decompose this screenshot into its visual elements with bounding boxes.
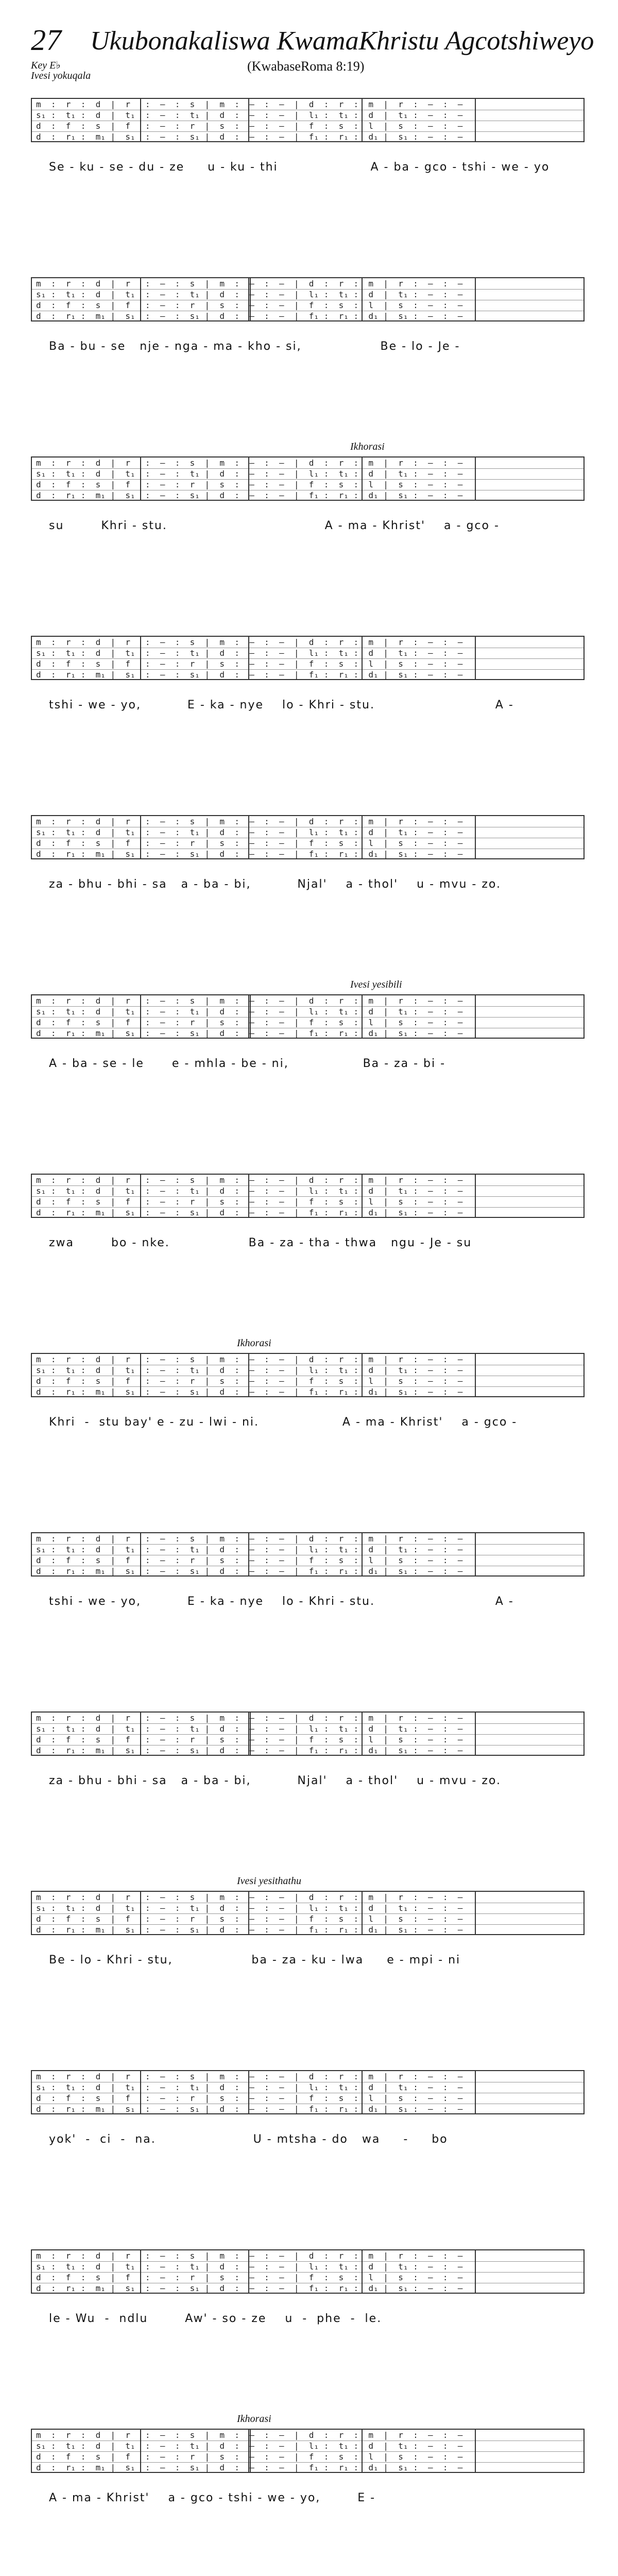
staff [31, 815, 585, 859]
tonic-solfa-row: s₁ : t₁ : d | t₁ : — : t₁ | d : — : — | l₁ : t₁ : d | t₁ : — : — [36, 1007, 463, 1016]
tonic-solfa-row: m : r : d | r : — : s | m : — : — | d : r : m | r : — : — [36, 279, 463, 289]
tonic-solfa-row: d : f : s | f : — : r | s : — : — | f : s : l | s : — : — [36, 301, 463, 310]
lyrics-line: A - ba - se - le e - mhla - be - ni, Ba - za - bi - [49, 1057, 446, 1070]
lyrics-line: tshi - we - yo, E - ka - nye lo - Khri - stu. A - [49, 699, 514, 711]
part-divider [32, 2261, 583, 2262]
tonic-solfa-row: s₁ : t₁ : d | t₁ : — : t₁ | d : — : — | l₁ : t₁ : d | t₁ : — : — [36, 828, 463, 837]
tonic-solfa-row: m : r : d | r : — : s | m : — : — | d : r : m | r : — : — [36, 1534, 463, 1544]
lyrics-line: Be - lo - Khri - stu, ba - za - ku - lwa e - mpi - ni [49, 1954, 461, 1967]
tonic-solfa-row: s₁ : t₁ : d | t₁ : — : t₁ | d : — : — | l₁ : t₁ : d | t₁ : — : — [36, 1724, 463, 1734]
section-label: Ivesi yesithathu [237, 1875, 301, 1887]
tonic-solfa-row: s₁ : t₁ : d | t₁ : — : t₁ | d : — : — | l₁ : t₁ : d | t₁ : — : — [36, 1904, 463, 1913]
part-divider [32, 1196, 583, 1197]
tonic-solfa-row: d : r₁ : m₁ | s₁ : — : s₁ | d : — : — | f₁ : r₁ : d₁ | s₁ : — : — [36, 491, 463, 500]
tonic-solfa-row: m : r : d | r : — : s | m : — : — | d : r : m | r : — : — [36, 817, 463, 826]
tonic-solfa-row: m : r : d | r : — : s | m : — : — | d : r : m | r : — : — [36, 1355, 463, 1364]
tonic-solfa-row: s₁ : t₁ : d | t₁ : — : t₁ | d : — : — | l₁ : t₁ : d | t₁ : — : — [36, 290, 463, 299]
section-label: Ikhorasi [350, 441, 385, 452]
part-divider [32, 1924, 583, 1925]
tonic-solfa-row: s₁ : t₁ : d | t₁ : — : t₁ | d : — : — | l₁ : t₁ : d | t₁ : — : — [36, 2083, 463, 2092]
lyrics-line: za - bhu - bhi - sa a - ba - bi, Njal' a - thol' u - mvu - zo. [49, 1774, 501, 1787]
tonic-solfa-row: d : f : s | f : — : r | s : — : — | f : s : l | s : — : — [36, 1735, 463, 1744]
tonic-solfa-row: d : f : s | f : — : r | s : — : — | f : s : l | s : — : — [36, 1914, 463, 1924]
music-system [31, 815, 585, 891]
tonic-solfa-row: d : f : s | f : — : r | s : — : — | f : s : l | s : — : — [36, 1197, 463, 1207]
part-divider [32, 2272, 583, 2273]
tonic-solfa-row: d : r₁ : m₁ | s₁ : — : s₁ | d : — : — | f₁ : r₁ : d₁ | s₁ : — : — [36, 2463, 463, 2472]
part-divider [32, 1017, 583, 1018]
section-label: Ikhorasi [237, 1337, 271, 1349]
lyrics-line: tshi - we - yo, E - ka - nye lo - Khri - stu. A - [49, 1595, 514, 1608]
music-system [31, 2413, 585, 2504]
tonic-solfa-row: s₁ : t₁ : d | t₁ : — : t₁ | d : — : — | l₁ : t₁ : d | t₁ : — : — [36, 2442, 463, 2451]
music-system [31, 1875, 585, 1967]
part-divider [32, 1913, 583, 1914]
tonic-solfa-row: m : r : d | r : — : s | m : — : — | d : r : m | r : — : — [36, 1893, 463, 1902]
music-system [31, 1174, 585, 1249]
tonic-solfa-row: d : f : s | f : — : r | s : — : — | f : s : l | s : — : — [36, 122, 463, 131]
music-system [31, 1532, 585, 1608]
tonic-solfa-row: d : r₁ : m₁ | s₁ : — : s₁ | d : — : — | f₁ : r₁ : d₁ | s₁ : — : — [36, 312, 463, 321]
staff [31, 98, 585, 142]
part-divider [32, 2451, 583, 2452]
tonic-solfa-row: d : r₁ : m₁ | s₁ : — : s₁ | d : — : — | f₁ : r₁ : d₁ | s₁ : — : — [36, 1387, 463, 1397]
part-divider [32, 131, 583, 132]
tonic-solfa-row: m : r : d | r : — : s | m : — : — | d : r : m | r : — : — [36, 996, 463, 1006]
lyrics-line: Ba - bu - se nje - nga - ma - kho - si, Be - lo - Je - [49, 340, 460, 353]
part-divider [32, 468, 583, 469]
staff [31, 456, 585, 501]
tonic-solfa-row: d : r₁ : m₁ | s₁ : — : s₁ | d : — : — | f₁ : r₁ : d₁ | s₁ : — : — [36, 1029, 463, 1038]
hymn-number: 27 [31, 23, 62, 57]
music-system [31, 1711, 585, 1787]
tonic-solfa-row: m : r : d | r : — : s | m : — : — | d : r : m | r : — : — [36, 1714, 463, 1723]
tonic-solfa-row: d : r₁ : m₁ | s₁ : — : s₁ | d : — : — | f₁ : r₁ : d₁ | s₁ : — : — [36, 850, 463, 859]
staff [31, 1353, 585, 1397]
tonic-solfa-row: d : f : s | f : — : r | s : — : — | f : s : l | s : — : — [36, 2452, 463, 2462]
verse-label: Ivesi yokuqala [31, 70, 91, 81]
part-divider [32, 1185, 583, 1186]
key-signature: Key E♭ [31, 60, 61, 71]
tonic-solfa-row: m : r : d | r : — : s | m : — : — | d : r : m | r : — : — [36, 2251, 463, 2261]
part-divider [32, 1386, 583, 1387]
section-label: Ikhorasi [237, 2413, 271, 2425]
lyrics-line: Khri - stu bay' e - zu - lwi - ni. A - ma - Khrist' a - gco - [49, 1416, 518, 1429]
tonic-solfa-row: d : f : s | f : — : r | s : — : — | f : s : l | s : — : — [36, 659, 463, 669]
staff [31, 277, 585, 321]
section-label: Ivesi yesibili [350, 979, 402, 990]
tonic-solfa-row: s₁ : t₁ : d | t₁ : — : t₁ | d : — : — | l₁ : t₁ : d | t₁ : — : — [36, 1366, 463, 1375]
tonic-solfa-row: s₁ : t₁ : d | t₁ : — : t₁ | d : — : — | l₁ : t₁ : d | t₁ : — : — [36, 469, 463, 479]
part-divider [32, 289, 583, 290]
tonic-solfa-row: d : r₁ : m₁ | s₁ : — : s₁ | d : — : — | f₁ : r₁ : d₁ | s₁ : — : — [36, 132, 463, 142]
part-divider [32, 1734, 583, 1735]
tonic-solfa-row: d : f : s | f : — : r | s : — : — | f : s : l | s : — : — [36, 1018, 463, 1027]
part-divider [32, 669, 583, 670]
lyrics-line: Se - ku - se - du - ze u - ku - thi A - ba - gco - tshi - we - yo [49, 161, 550, 174]
tonic-solfa-row: m : r : d | r : — : s | m : — : — | d : r : m | r : — : — [36, 2431, 463, 2440]
lyrics-line: za - bhu - bhi - sa a - ba - bi, Njal' a - thol' u - mvu - zo. [49, 878, 501, 891]
scripture-reference: (KwabaseRoma 8:19) [247, 59, 365, 74]
tonic-solfa-row: d : r₁ : m₁ | s₁ : — : s₁ | d : — : — | f₁ : r₁ : d₁ | s₁ : — : — [36, 1746, 463, 1755]
part-divider [32, 1723, 583, 1724]
tonic-solfa-row: d : f : s | f : — : r | s : — : — | f : s : l | s : — : — [36, 2094, 463, 2103]
tonic-solfa-row: d : f : s | f : — : r | s : — : — | f : s : l | s : — : — [36, 839, 463, 848]
tonic-solfa-row: d : f : s | f : — : r | s : — : — | f : s : l | s : — : — [36, 1556, 463, 1565]
part-divider [32, 1544, 583, 1545]
tonic-solfa-row: m : r : d | r : — : s | m : — : — | d : r : m | r : — : — [36, 100, 463, 109]
music-system [31, 277, 585, 353]
tonic-solfa-row: d : r₁ : m₁ | s₁ : — : s₁ | d : — : — | f₁ : r₁ : d₁ | s₁ : — : — [36, 1925, 463, 1935]
music-system [31, 2249, 585, 2325]
music-system [31, 1337, 585, 1429]
music-system [31, 441, 585, 532]
part-divider [32, 2462, 583, 2463]
staff [31, 1891, 585, 1935]
tonic-solfa-row: d : r₁ : m₁ | s₁ : — : s₁ | d : — : — | f₁ : r₁ : d₁ | s₁ : — : — [36, 1208, 463, 1217]
tonic-solfa-row: m : r : d | r : — : s | m : — : — | d : r : m | r : — : — [36, 638, 463, 647]
tonic-solfa-row: d : r₁ : m₁ | s₁ : — : s₁ | d : — : — | f₁ : r₁ : d₁ | s₁ : — : — [36, 2284, 463, 2293]
staff [31, 1174, 585, 1218]
tonic-solfa-row: s₁ : t₁ : d | t₁ : — : t₁ | d : — : — | l₁ : t₁ : d | t₁ : — : — [36, 1187, 463, 1196]
music-system [31, 979, 585, 1070]
tonic-solfa-row: s₁ : t₁ : d | t₁ : — : t₁ | d : — : — | l₁ : t₁ : d | t₁ : — : — [36, 2262, 463, 2272]
tonic-solfa-row: d : r₁ : m₁ | s₁ : — : s₁ | d : — : — | f₁ : r₁ : d₁ | s₁ : — : — [36, 670, 463, 680]
tonic-solfa-row: s₁ : t₁ : d | t₁ : — : t₁ | d : — : — | l₁ : t₁ : d | t₁ : — : — [36, 111, 463, 120]
staff [31, 1532, 585, 1577]
tonic-solfa-row: m : r : d | r : — : s | m : — : — | d : r : m | r : — : — [36, 2072, 463, 2081]
tonic-solfa-row: s₁ : t₁ : d | t₁ : — : t₁ | d : — : — | l₁ : t₁ : d | t₁ : — : — [36, 649, 463, 658]
hymn-title: Ukubonakaliswa KwamaKhristu Agcotshiweyo [90, 26, 594, 56]
staff [31, 2429, 585, 2473]
tonic-solfa-row: d : f : s | f : — : r | s : — : — | f : s : l | s : — : — [36, 480, 463, 489]
part-divider [32, 1006, 583, 1007]
staff [31, 994, 585, 1039]
music-system [31, 98, 585, 174]
tonic-solfa-row: d : r₁ : m₁ | s₁ : — : s₁ | d : — : — | f₁ : r₁ : d₁ | s₁ : — : — [36, 2105, 463, 2114]
lyrics-line: yok' - ci - na. U - mtsha - do wa - bo [49, 2133, 448, 2146]
staff [31, 2070, 585, 2114]
part-divider [32, 1207, 583, 1208]
staff [31, 1711, 585, 1756]
staff [31, 636, 585, 680]
lyrics-line: le - Wu - ndlu Aw' - so - ze u - phe - le. [49, 2312, 382, 2325]
tonic-solfa-row: m : r : d | r : — : s | m : — : — | d : r : m | r : — : — [36, 1176, 463, 1185]
part-divider [32, 479, 583, 480]
tonic-solfa-row: s₁ : t₁ : d | t₁ : — : t₁ | d : — : — | l₁ : t₁ : d | t₁ : — : — [36, 1545, 463, 1554]
tonic-solfa-row: d : f : s | f : — : r | s : — : — | f : s : l | s : — : — [36, 1377, 463, 1386]
music-system [31, 2070, 585, 2146]
lyrics-line: A - ma - Khrist' a - gco - tshi - we - yo, E - [49, 2492, 376, 2504]
tonic-solfa-row: d : f : s | f : — : r | s : — : — | f : s : l | s : — : — [36, 2273, 463, 2282]
lyrics-line: su Khri - stu. A - ma - Khrist' a - gco - [49, 519, 500, 532]
lyrics-line: zwa bo - nke. Ba - za - tha - thwa ngu - Je - su [49, 1236, 472, 1249]
part-divider [32, 658, 583, 659]
staff [31, 2249, 585, 2294]
tonic-solfa-row: d : r₁ : m₁ | s₁ : — : s₁ | d : — : — | f₁ : r₁ : d₁ | s₁ : — : — [36, 1567, 463, 1576]
music-system [31, 636, 585, 711]
tonic-solfa-row: m : r : d | r : — : s | m : — : — | d : r : m | r : — : — [36, 459, 463, 468]
